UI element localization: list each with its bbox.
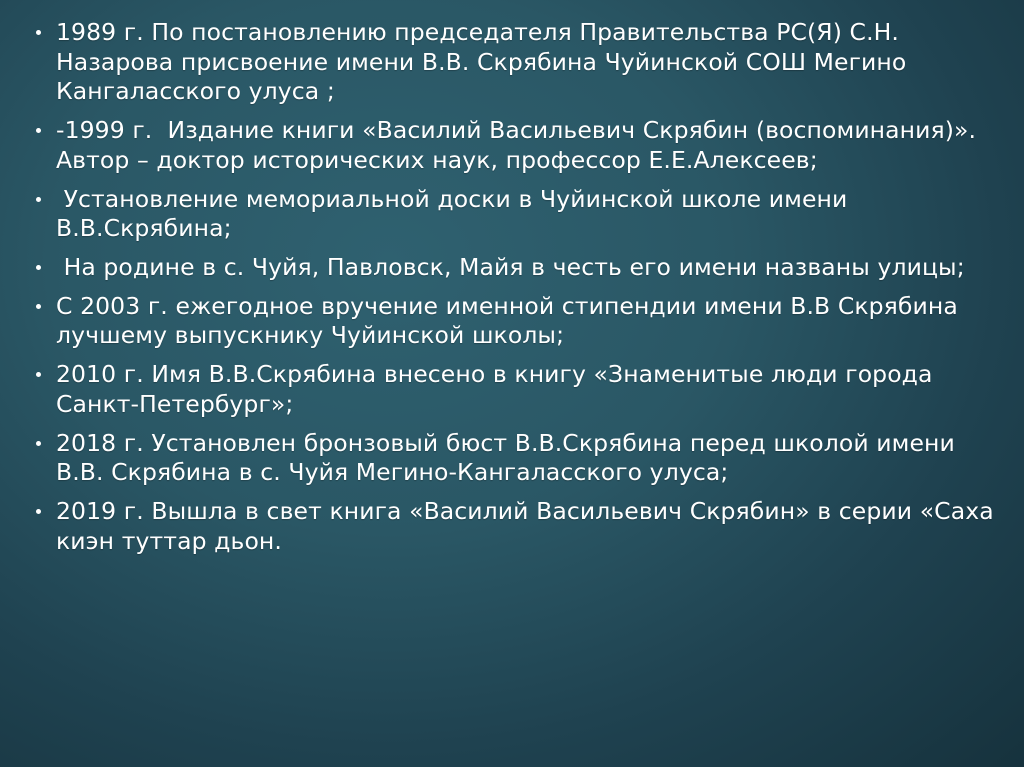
list-item — [22, 185, 1006, 244]
list-item-text: На родине в с. Чуйя, Павловск, Майя в честь его имени названы улицы; — [56, 253, 965, 282]
list-item — [22, 253, 1006, 283]
list-item — [22, 18, 1006, 107]
bullet-dot-icon — [36, 304, 41, 309]
list-item — [22, 116, 1006, 175]
list-item-text: 1989 г. По постановлению председателя Правительства РС(Я) С.Н. Назарова присвоение имени В.В. Скрябина Чуйинской СОШ Мегино Кангаласского улуса ; — [56, 18, 914, 106]
list-item-text: -1999 г. Издание книги «Василий Васильевич Скрябин (воспоминания)». Автор – доктор исторических наук, профессор Е.Е.Алексеев; — [56, 116, 984, 174]
bullet-dot-icon — [36, 265, 41, 270]
bullet-dot-icon — [36, 30, 41, 35]
list-item-text: С 2003 г. ежегодное вручение именной стипендии имени В.В Скрябина лучшему выпускнику Чуйинской школы; — [56, 291, 966, 350]
bullet-dot-icon — [36, 197, 41, 202]
list-item-text: 2019 г. Вышла в свет книга «Василий Васильевич Скрябин» в серии «Саха киэн туттар дьон. — [56, 497, 1002, 555]
list-item — [22, 497, 1006, 556]
list-item-text: 2010 г. Имя В.В.Скрябина внесено в книгу «Знаменитые люди города Санкт-Петербург»; — [56, 360, 941, 418]
list-item — [22, 292, 1006, 351]
bullet-dot-icon — [36, 441, 41, 446]
bullet-dot-icon — [36, 128, 41, 133]
content-placeholder — [0, 18, 1024, 718]
bullet-list — [22, 18, 1006, 557]
bullet-dot-icon — [36, 372, 41, 377]
list-item-text: 2018 г. Установлен бронзовый бюст В.В.Скрябина перед школой имени В.В. Скрябина в с. Чуйя Мегино-Кангаласского улуса; — [56, 428, 963, 487]
list-item-text: Установление мемориальной доски в Чуйинской школе имени В.В.Скрябина; — [56, 184, 855, 243]
bullet-dot-icon — [36, 509, 41, 514]
list-item — [22, 360, 1006, 419]
list-item — [22, 429, 1006, 488]
